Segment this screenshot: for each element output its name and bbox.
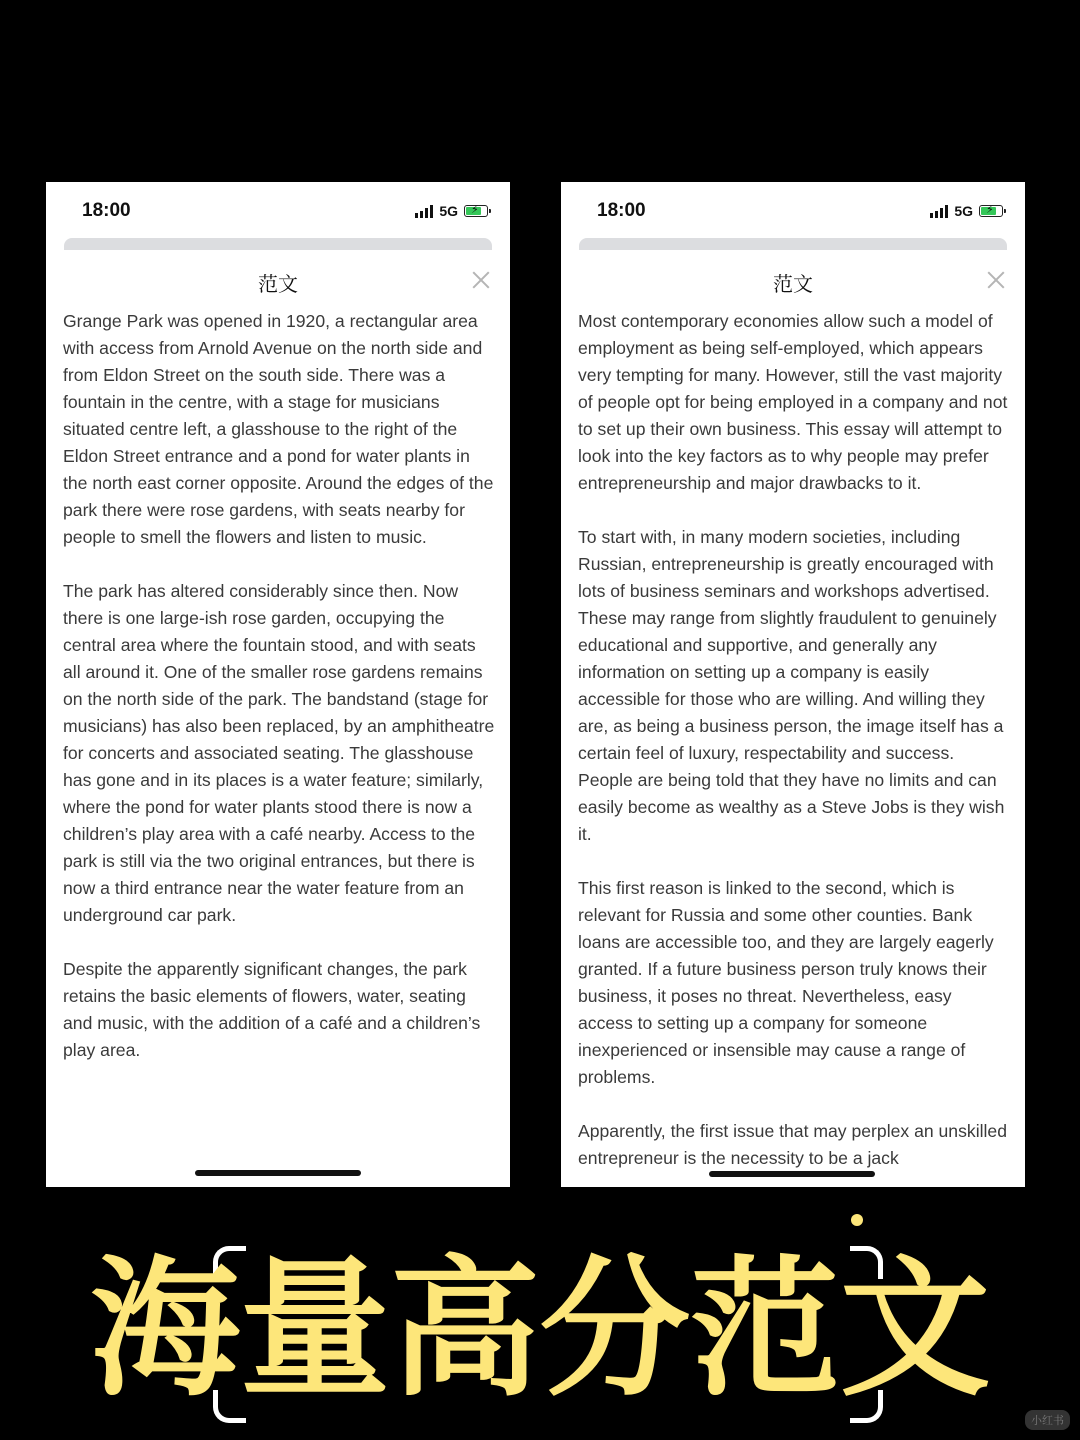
sheet-handle[interactable] — [579, 238, 1007, 250]
essay-text — [63, 308, 496, 1091]
sheet-title: 范文 — [773, 272, 813, 296]
home-indicator[interactable] — [195, 1170, 361, 1176]
battery-icon: ⚡ — [464, 205, 488, 217]
watermark: 小红书 — [1025, 1410, 1070, 1430]
decorative-dot — [851, 1214, 863, 1226]
sheet-handle[interactable] — [64, 238, 492, 250]
status-time: 18:00 — [82, 200, 131, 221]
right-phone-screenshot — [561, 182, 1025, 1187]
signal-icon — [930, 205, 948, 218]
signal-icon — [415, 205, 433, 218]
home-indicator[interactable] — [709, 1171, 875, 1177]
essay-paragraph: To start with, in many modern societies, including Russian, entrepreneurship is greatly encouraged with lots of business seminars and workshops advertised. These may range from slightly fraudulent to genuinely educational and supportive, and generally any information on setting up a company is easily accessible for those who are willing. And willing they are, as being a business person, the image itself has a certain feel of luxury, respectability and success. People are being told that they have no limits and can easily become as wealthy as a Steve Jobs is they wish it. — [578, 527, 1005, 844]
left-phone-screenshot — [46, 182, 510, 1187]
essay-paragraph: Grange Park was opened in 1920, a rectangular area with access from Arnold Avenue on the north side and from Eldon Street on the south side. There was a fountain in the centre, with a stage for musicians situated centre left, a glasshouse to the right of the Eldon Street entrance and a pond for water plants in the north east corner opposite. Around the edges of the park there were rose gardens, with seats nearby for people to smell the flowers and listen to music. — [63, 311, 494, 547]
essay-paragraph: Apparently, the first issue that may perplex an unskilled entrepreneur is the necessity to be a jack — [578, 1121, 1007, 1168]
essay-paragraph: Most contemporary economies allow such a model of employment as being self-employed, which appears very tempting for many. However, still the vast majority of people opt for being employed in a company and not to set up their own business. This essay will attempt to look into the key factors as to why people may prefer entrepreneurship and major drawbacks to it. — [578, 311, 1008, 493]
essay-text — [578, 308, 1011, 1187]
status-bar-right — [415, 203, 488, 219]
essay-paragraph: The park has altered considerably since then. Now there is one large-ish rose garden, occupying the central area where the fountain stood, and with seats all around it. One of the smaller rose gardens remains on the north side of the park. The bandstand (stage for musicians) has also been replaced, by an amphitheatre for concerts and associated seating. The glasshouse has gone and in its places is a water feature; similarly, where the pond for water plants stood there is now a children’s play area with a café nearby. Access to the park is still via the two original entrances, but there is now a third entrance near the water feature from an underground car park. — [63, 581, 495, 925]
essay-paragraph: This first reason is linked to the second, which is relevant for Russia and some other counties. Bank loans are accessible too, and they are largely eagerly granted. If a future business person truly knows their business, it poses no threat. Nevertheless, easy access to setting up a company for someone inexperienced or insensible may cause a range of problems. — [578, 878, 994, 1087]
sheet-title: 范文 — [258, 272, 298, 296]
battery-icon: ⚡ — [979, 205, 1003, 217]
close-icon[interactable] — [472, 271, 490, 289]
network-type: 5G — [954, 203, 973, 219]
network-type: 5G — [439, 203, 458, 219]
essay-paragraph: Despite the apparently significant changes, the park retains the basic elements of flowers, water, seating and music, with the addition of a café and a children’s play area. — [63, 959, 481, 1060]
close-icon[interactable] — [987, 271, 1005, 289]
status-bar-right — [930, 203, 1003, 219]
status-time: 18:00 — [597, 200, 646, 221]
banner-title: 海量高分范文 — [89, 1243, 990, 1417]
